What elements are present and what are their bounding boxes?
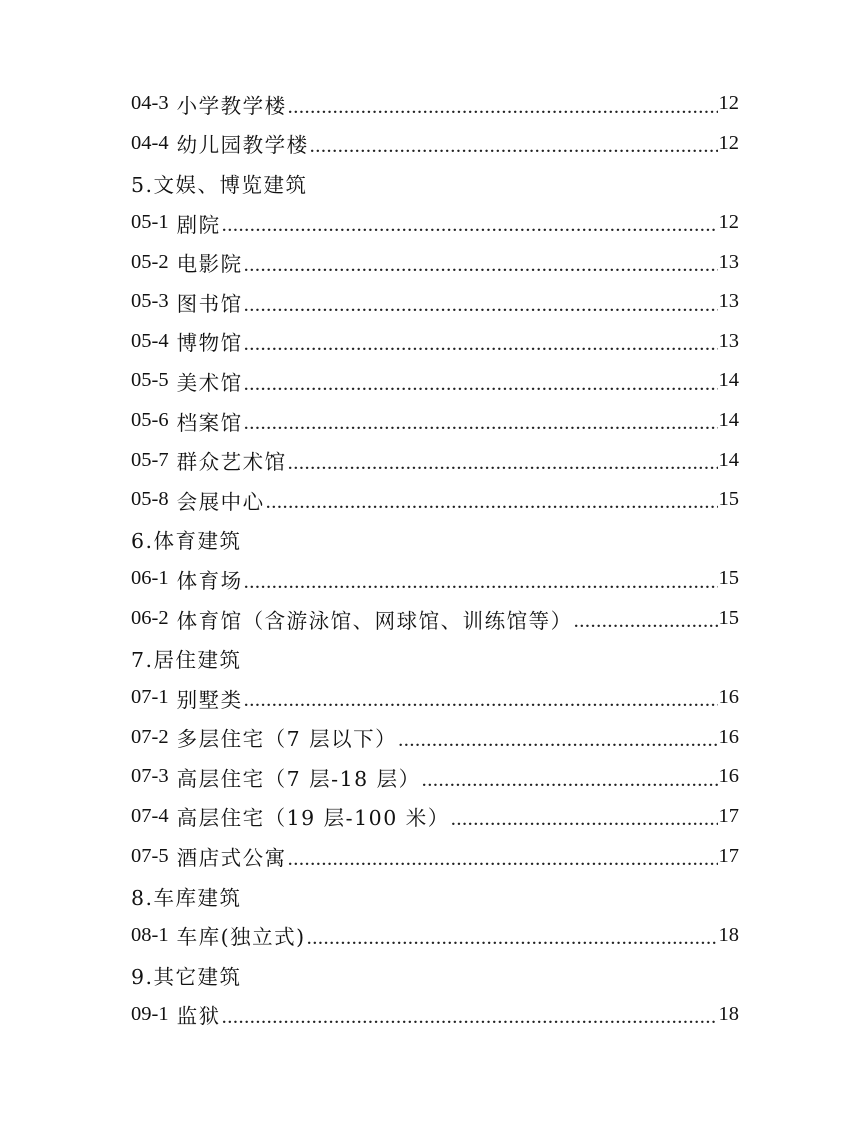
toc-entry-number: 07-2 xyxy=(131,725,169,748)
toc-dot-leader xyxy=(222,215,718,236)
toc-entry-title: 美术馆 xyxy=(176,370,243,395)
toc-entry[interactable] xyxy=(131,361,739,401)
toc-entry[interactable] xyxy=(131,559,739,599)
toc-entry[interactable] xyxy=(131,203,739,243)
toc-entry-number: 06-2 xyxy=(131,607,169,630)
toc-dot-leader xyxy=(244,374,718,395)
toc-entry-title: 档案馆 xyxy=(176,410,243,435)
toc-entry-page-number: 15 xyxy=(718,488,739,511)
toc-section-heading xyxy=(131,876,739,916)
toc-entry-page-number: 18 xyxy=(718,923,739,946)
toc-entry-number: 09-1 xyxy=(131,1002,169,1025)
toc-entry-number: 08-1 xyxy=(131,923,169,946)
toc-entry-number: 07-5 xyxy=(131,844,169,867)
toc-entry[interactable] xyxy=(131,242,739,282)
toc-entry-page-number: 12 xyxy=(718,211,739,234)
toc-entry-number: 05-2 xyxy=(131,250,169,273)
toc-entry-title: 图书馆 xyxy=(176,291,243,316)
toc-section-title: 7.居住建筑 xyxy=(131,648,242,673)
toc-entry[interactable] xyxy=(131,718,739,758)
toc-dot-leader xyxy=(222,1007,718,1028)
toc-entry[interactable] xyxy=(131,440,739,480)
toc-entry-number: 04-4 xyxy=(131,131,169,154)
toc-dot-leader xyxy=(574,611,718,632)
toc-entry-title: 群众艺术馆 xyxy=(176,450,287,475)
toc-dot-leader xyxy=(422,770,718,791)
toc-entry-title: 高层住宅（19 层-100 米） xyxy=(176,806,450,831)
toc-entry[interactable] xyxy=(131,599,739,639)
toc-entry-title: 多层住宅（7 层以下） xyxy=(176,727,398,752)
toc-entry-page-number: 17 xyxy=(718,804,739,827)
toc-dot-leader xyxy=(244,413,718,434)
toc-entry-number: 06-1 xyxy=(131,567,169,590)
toc-dot-leader xyxy=(244,255,718,276)
toc-section-heading xyxy=(131,955,739,995)
toc-entry[interactable] xyxy=(131,797,739,837)
toc-section-heading xyxy=(131,163,739,203)
toc-entry-number: 07-4 xyxy=(131,804,169,827)
toc-section-title: 6.体育建筑 xyxy=(131,529,242,554)
toc-entry-number: 05-7 xyxy=(131,448,169,471)
toc-entry-number: 07-3 xyxy=(131,765,169,788)
toc-entry-page-number: 17 xyxy=(718,844,739,867)
toc-entry-number: 05-1 xyxy=(131,211,169,234)
toc-entry[interactable] xyxy=(131,322,739,362)
toc-section-title: 9.其它建筑 xyxy=(131,964,242,989)
toc-entry[interactable] xyxy=(131,84,739,124)
toc-entry-title: 体育馆（含游泳馆、网球馆、训练馆等） xyxy=(176,608,573,633)
toc-entry-number: 05-4 xyxy=(131,329,169,352)
toc-dot-leader xyxy=(288,453,718,474)
toc-section-heading xyxy=(131,638,739,678)
toc-dot-leader xyxy=(244,572,718,593)
toc-entry-page-number: 13 xyxy=(718,290,739,313)
toc-dot-leader xyxy=(244,690,718,711)
toc-entry-title: 博物馆 xyxy=(176,331,243,356)
toc-entry-page-number: 15 xyxy=(718,567,739,590)
toc-entry-page-number: 12 xyxy=(718,92,739,115)
toc-entry-title: 监狱 xyxy=(176,1004,221,1029)
toc-entry-number: 05-5 xyxy=(131,369,169,392)
toc-entry[interactable] xyxy=(131,836,739,876)
toc-entry-title: 别墅类 xyxy=(176,687,243,712)
toc-entry-page-number: 15 xyxy=(718,607,739,630)
toc-entry-page-number: 14 xyxy=(718,409,739,432)
toc-entry[interactable] xyxy=(131,995,739,1035)
toc-entry-title: 酒店式公寓 xyxy=(176,846,287,871)
toc-entry[interactable] xyxy=(131,282,739,322)
toc-entry[interactable] xyxy=(131,757,739,797)
toc-entry-page-number: 13 xyxy=(718,329,739,352)
toc-entry-number: 05-8 xyxy=(131,488,169,511)
toc-entry[interactable] xyxy=(131,915,739,955)
toc-entry-page-number: 16 xyxy=(718,686,739,709)
toc-section-title: 5.文娱、博览建筑 xyxy=(131,172,308,197)
toc-entry-page-number: 14 xyxy=(718,448,739,471)
toc-entry-number: 05-6 xyxy=(131,409,169,432)
toc-entry-title: 会展中心 xyxy=(176,489,265,514)
toc-dot-leader xyxy=(244,334,718,355)
toc-entry[interactable] xyxy=(131,401,739,441)
toc-entry-title: 体育场 xyxy=(176,568,243,593)
toc-entry-page-number: 16 xyxy=(718,765,739,788)
toc-section-title: 8.车库建筑 xyxy=(131,885,242,910)
toc-entry[interactable] xyxy=(131,124,739,164)
toc-entry-page-number: 18 xyxy=(718,1002,739,1025)
toc-dot-leader xyxy=(288,849,718,870)
toc-dot-leader xyxy=(398,730,717,751)
toc-entry-title: 剧院 xyxy=(176,212,221,237)
toc-entry-title: 高层住宅（7 层-18 层） xyxy=(176,766,421,791)
toc-entry-page-number: 12 xyxy=(718,131,739,154)
toc-entry-page-number: 14 xyxy=(718,369,739,392)
toc-entry-page-number: 13 xyxy=(718,250,739,273)
toc-dot-leader xyxy=(310,136,718,157)
toc-entry-title: 车库(独立式) xyxy=(176,925,306,950)
toc-dot-leader xyxy=(266,492,718,513)
toc-entry-title: 小学教学楼 xyxy=(176,93,287,118)
toc-section-heading xyxy=(131,520,739,560)
toc-dot-leader xyxy=(288,97,718,118)
toc-dot-leader xyxy=(244,295,718,316)
toc-dot-leader xyxy=(451,809,718,830)
toc-entry-page-number: 16 xyxy=(718,725,739,748)
toc-entry-number: 07-1 xyxy=(131,686,169,709)
toc-dot-leader xyxy=(307,928,718,949)
toc-entry-number: 05-3 xyxy=(131,290,169,313)
toc-entry-title: 电影院 xyxy=(176,252,243,277)
toc-entry[interactable] xyxy=(131,678,739,718)
table-of-contents xyxy=(131,84,739,1034)
toc-entry-title: 幼儿园教学楼 xyxy=(176,133,309,158)
toc-entry[interactable] xyxy=(131,480,739,520)
toc-entry-number: 04-3 xyxy=(131,92,169,115)
